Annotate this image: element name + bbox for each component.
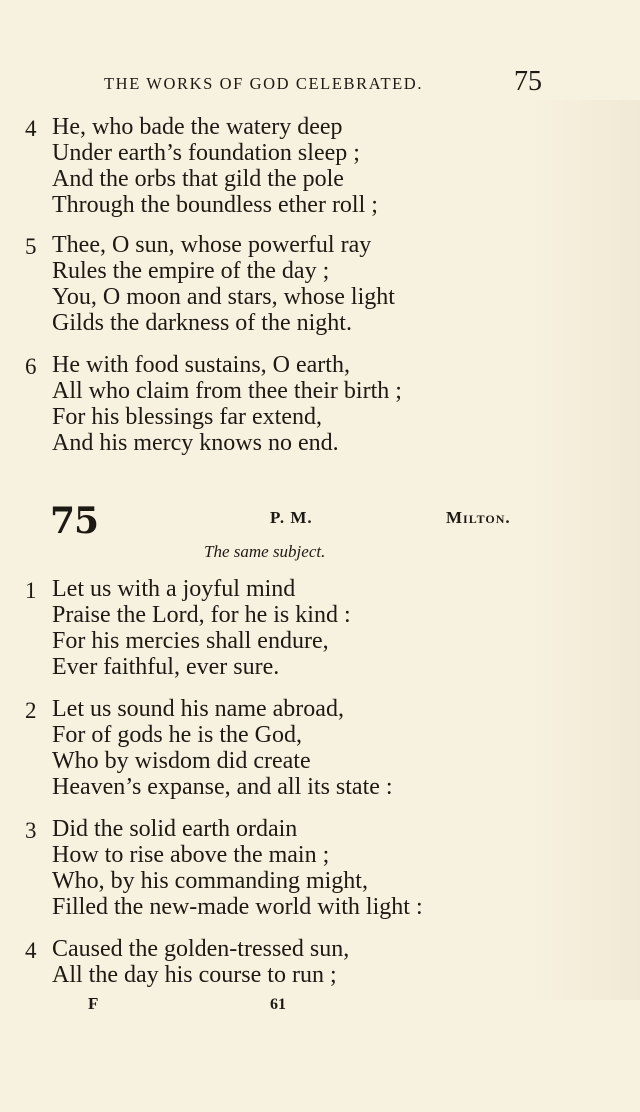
verse-line: He, who bade the watery deep [52,114,343,140]
verse-line: Let us with a joyful mind [52,576,296,602]
verse-line: Did the solid earth ordain [52,816,298,842]
verse-line: Caused the golden-tressed sun, [52,936,350,962]
hymn-meter: P. M. [270,508,313,527]
verse-line: All the day his course to run ; [52,962,337,988]
hymn-subtitle: The same subject. [204,542,326,561]
verse-line: Filled the new-made world with light : [52,894,423,920]
verse-line: And the orbs that gild the pole [52,166,344,192]
verse-line: Gilds the darkness of the night. [52,310,352,336]
verse-line: All who claim from thee their birth ; [52,378,402,404]
stanza-number: 4 [25,116,37,141]
verse-line: Heaven’s expanse, and all its state : [52,774,393,800]
page-number: 75 [514,66,542,97]
verse-line: How to rise above the main ; [52,842,330,868]
verse-line: For his mercies shall endure, [52,628,329,654]
hymn-author: Milton. [446,508,511,527]
verse-line: You, O moon and stars, whose light [52,284,395,310]
verse-line: Praise the Lord, for he is kind : [52,602,351,628]
verse-line: Under earth’s foundation sleep ; [52,140,360,166]
verse-line: For his blessings far extend, [52,404,322,430]
stanza-number: 1 [25,578,37,603]
verse-line: Thee, O sun, whose powerful ray [52,232,372,258]
signature-mark: F [88,994,99,1013]
stanza-number: 6 [25,354,37,379]
verse-line: Ever faithful, ever sure. [52,654,280,680]
verse-line: Who, by his commanding might, [52,868,368,894]
show-through-shadow [530,100,640,1000]
stanza-number: 3 [25,818,37,843]
running-head [0,66,640,102]
folio-number: 61 [270,996,286,1013]
stanza-number: 4 [25,938,37,963]
verse-line: And his mercy knows no end. [52,430,339,456]
stanza-number: 2 [25,698,37,723]
verse-line: For of gods he is the God, [52,722,302,748]
hymn-header [0,500,640,540]
verse-line: Who by wisdom did create [52,748,311,774]
verse-line: Let us sound his name abroad, [52,696,344,722]
verse-line: He with food sustains, O earth, [52,352,350,378]
running-title: THE WORKS OF GOD CELEBRATED. [104,74,424,93]
verse-line: Through the boundless ether roll ; [52,192,378,218]
stanza-number: 5 [25,234,37,259]
verse-line: Rules the empire of the day ; [52,258,330,284]
hymn-number: 75 [50,500,99,542]
